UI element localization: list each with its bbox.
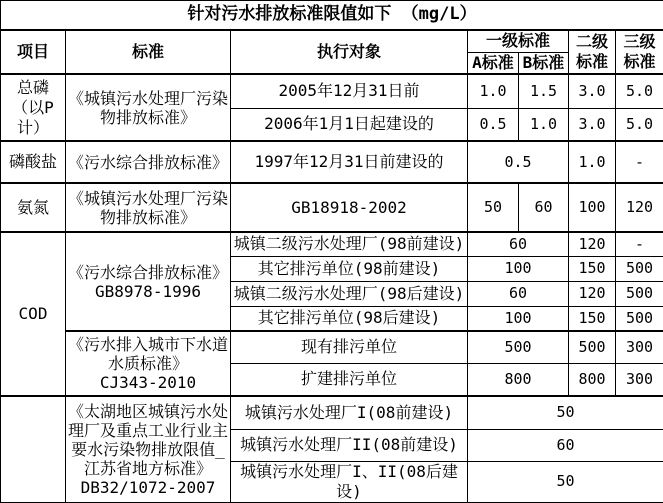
target-cell: 城镇污水处理厂I、II(08后建设) bbox=[231, 461, 468, 502]
value-cell: 60 bbox=[468, 232, 569, 256]
value-cell: 100 bbox=[468, 306, 569, 331]
value-cell: 5.0 bbox=[616, 108, 663, 141]
target-cell: 其它排污单位(98前建设) bbox=[231, 256, 468, 281]
standard-name: 《太湖地区城镇污水处理厂及重点工业行业主要水污染物排放限值_江苏省地方标准》 bbox=[68, 402, 228, 478]
table-row bbox=[1, 74, 663, 108]
header-standard: 标准 bbox=[66, 30, 231, 74]
standard-comprehensive: 《污水综合排放标准》 bbox=[66, 141, 231, 183]
target-cell: 城镇二级污水处理厂(98前建设) bbox=[231, 232, 468, 256]
standard-code: DB32/1072-2007 bbox=[68, 478, 228, 497]
target-cell: GB18918-2002 bbox=[231, 183, 468, 232]
target-cell: 2005年12月31日前 bbox=[231, 74, 468, 108]
table-row bbox=[1, 183, 663, 232]
item-cod: COD bbox=[1, 232, 66, 396]
standard-name: 《污水综合排放标准》 bbox=[68, 263, 228, 282]
target-cell: 其它排污单位(98后建设) bbox=[231, 306, 468, 331]
value-cell: 3.0 bbox=[569, 108, 616, 141]
value-cell: 300 bbox=[616, 363, 663, 396]
header-level1: 一级标准 bbox=[468, 30, 569, 52]
value-cell: 500 bbox=[468, 331, 569, 363]
standard-code: GB8978-1996 bbox=[68, 282, 228, 301]
target-cell: 扩建排污单位 bbox=[231, 363, 468, 396]
value-cell: - bbox=[616, 232, 663, 256]
value-cell: 500 bbox=[569, 331, 616, 363]
value-cell: 800 bbox=[569, 363, 616, 396]
header-level1b: B标准 bbox=[519, 52, 569, 74]
target-cell: 城镇污水处理厂I(08前建设) bbox=[231, 396, 468, 429]
header-item: 项目 bbox=[1, 30, 66, 74]
value-cell: 120 bbox=[616, 183, 663, 232]
table-row bbox=[1, 141, 663, 183]
table-title: 针对污水排放标准限值如下 （mg/L） bbox=[1, 1, 663, 31]
header-target: 执行对象 bbox=[231, 30, 468, 74]
value-cell: 5.0 bbox=[616, 74, 663, 108]
header-level2: 二级标准 bbox=[569, 30, 616, 74]
value-cell: 100 bbox=[468, 256, 569, 281]
item-phosphate: 磷酸盐 bbox=[1, 141, 66, 183]
target-cell: 城镇二级污水处理厂(98后建设) bbox=[231, 281, 468, 306]
standard-urban-wwtp-2: 《城镇污水处理厂污染物排放标准》 bbox=[66, 183, 231, 232]
value-cell: 300 bbox=[616, 331, 663, 363]
standard-code: CJ343-2010 bbox=[68, 373, 228, 392]
header-level3: 三级标准 bbox=[616, 30, 663, 74]
value-cell: 3.0 bbox=[569, 74, 616, 108]
value-cell: 0.5 bbox=[468, 141, 569, 183]
table-row bbox=[1, 232, 663, 256]
standard-name: 《污水排入城市下水道水质标准》 bbox=[68, 335, 228, 373]
value-cell: 60 bbox=[519, 183, 569, 232]
value-cell: 1.0 bbox=[468, 74, 519, 108]
value-cell: 500 bbox=[616, 256, 663, 281]
value-cell: 800 bbox=[468, 363, 569, 396]
value-cell: 1.0 bbox=[519, 108, 569, 141]
value-cell: 1.0 bbox=[569, 141, 616, 183]
value-cell: 0.5 bbox=[468, 108, 519, 141]
value-cell: 50 bbox=[468, 183, 519, 232]
value-cell: 60 bbox=[468, 429, 663, 461]
item-ammonia: 氨氮 bbox=[1, 183, 66, 232]
value-cell: - bbox=[616, 141, 663, 183]
value-cell: 150 bbox=[569, 256, 616, 281]
standard-db32 bbox=[66, 396, 231, 502]
standard-cj343 bbox=[66, 331, 231, 396]
value-cell: 50 bbox=[468, 396, 663, 429]
standard-urban-wwtp-1: 《城镇污水处理厂污染物排放标准》 bbox=[66, 74, 231, 141]
value-cell: 120 bbox=[569, 232, 616, 256]
standard-gb8978 bbox=[66, 232, 231, 331]
target-cell: 2006年1月1日起建设的 bbox=[231, 108, 468, 141]
target-cell: 城镇污水处理厂II(08前建设) bbox=[231, 429, 468, 461]
table-row bbox=[1, 331, 663, 363]
table-row bbox=[1, 396, 663, 429]
value-cell: 100 bbox=[569, 183, 616, 232]
value-cell: 500 bbox=[616, 306, 663, 331]
target-cell: 1997年12月31日前建设的 bbox=[231, 141, 468, 183]
value-cell: 50 bbox=[468, 461, 663, 502]
item-total-phosphorus: 总磷（以P计） bbox=[1, 74, 66, 141]
value-cell: 500 bbox=[616, 281, 663, 306]
target-cell: 现有排污单位 bbox=[231, 331, 468, 363]
header-level1a: A标准 bbox=[468, 52, 519, 74]
value-cell: 120 bbox=[569, 281, 616, 306]
value-cell: 150 bbox=[569, 306, 616, 331]
value-cell: 60 bbox=[468, 281, 569, 306]
item-empty bbox=[1, 396, 66, 502]
value-cell: 1.5 bbox=[519, 74, 569, 108]
